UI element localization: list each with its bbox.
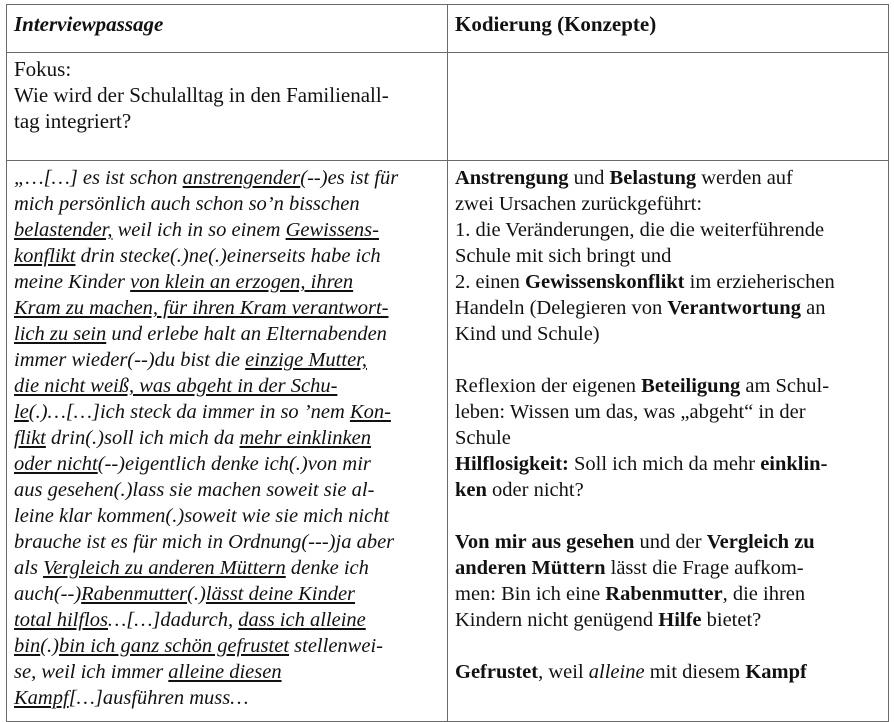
blank-line: [455, 503, 881, 529]
coding-concepts-cell: [448, 161, 889, 722]
text-segment: Kram zu machen, für ihren Kram verantwort-: [14, 297, 389, 319]
coding-line: [455, 165, 881, 191]
text-segment: drin(.)soll ich mich da: [45, 427, 240, 449]
passage-line: [14, 321, 440, 347]
text-segment: Vergleich zu: [706, 531, 815, 553]
passage-line: [14, 347, 440, 373]
text-segment: Gewissens-: [285, 219, 379, 241]
coding-table: [6, 4, 889, 722]
coding-line: [455, 217, 881, 243]
text-segment: …[…]dadurch,: [107, 609, 239, 631]
coding-line: [455, 243, 881, 269]
text-segment: als: [14, 557, 44, 579]
text-segment: Vergleich zu anderen Müttern: [43, 557, 286, 579]
text-segment: Gewissenskonflikt: [525, 271, 685, 293]
blank-line: [455, 347, 881, 373]
text-segment: mich persönlich auch schon so’n bisschen: [14, 193, 360, 215]
text-segment: le: [14, 401, 29, 423]
text-segment: Handeln (Delegieren von: [455, 297, 668, 319]
text-segment: Gefrustet: [455, 661, 539, 683]
text-segment: „…[…] es ist schon: [14, 167, 183, 189]
focus-coding-cell: [448, 53, 889, 161]
text-segment: im erzieherischen: [684, 271, 835, 293]
text-segment: leine klar kommen(.)soweit wie sie mich nicht: [14, 505, 390, 527]
passage-line: [14, 555, 440, 581]
passage-line: [14, 607, 440, 633]
text-segment: Kon-: [349, 401, 391, 423]
text-segment: (--)es ist für: [300, 167, 399, 189]
text-segment: die nicht weiß, was abgeht in der Schu-: [14, 375, 338, 397]
coding-line: [455, 425, 881, 451]
text-segment: anderen Müttern: [455, 557, 606, 579]
text-segment: se, weil ich immer: [14, 661, 169, 683]
text-segment: , die ihren: [722, 583, 806, 605]
passage-line: [14, 503, 440, 529]
coding-line: [455, 477, 881, 503]
text-segment: mit diesem: [644, 661, 746, 683]
text-segment: (.)…[…]ich steck da immer in so ’nem: [28, 401, 350, 423]
text-segment: lich zu sein: [14, 323, 107, 345]
focus-cell: [7, 53, 448, 161]
coding-line: [455, 607, 881, 633]
header-row: [7, 5, 889, 53]
focus-label: Fokus:: [14, 57, 72, 81]
passage-line: [14, 425, 440, 451]
text-segment: ken: [455, 479, 487, 501]
passage-line: [14, 659, 440, 685]
text-segment: stellenwei-: [289, 635, 383, 657]
text-segment: werden auf: [696, 167, 793, 189]
text-segment: 1. die Veränderungen, die die weiterführende: [455, 219, 825, 241]
passage-line: [14, 165, 440, 191]
text-segment: leben: Wissen um das, was „abgeht“ in der: [455, 401, 806, 423]
coding-line: [455, 269, 881, 295]
coding-line: [455, 373, 881, 399]
text-segment: einzige Mutter,: [245, 349, 367, 371]
text-segment: Kampf: [14, 687, 69, 709]
passage-line: [14, 581, 440, 607]
passage-line: [14, 451, 440, 477]
coding-line: [455, 581, 881, 607]
text-segment: brauche ist es für mich in Ordnung(---)ja aber: [14, 531, 395, 553]
text-segment: Schule mit sich bringt und: [455, 245, 672, 267]
text-segment: meine Kinder: [14, 271, 131, 293]
text-segment: oder nicht?: [486, 479, 584, 501]
text-segment: 2. einen: [455, 271, 526, 293]
coding-line: [455, 399, 881, 425]
header-interview-passage: Interviewpassage: [7, 5, 448, 53]
text-segment: weil ich in so einem: [112, 219, 286, 241]
coding-line: [455, 529, 881, 555]
passage-line: [14, 529, 440, 555]
text-segment: (--)eigentlich denke ich(.)von mir: [97, 453, 371, 475]
text-segment: an: [800, 297, 826, 319]
text-segment: alleine: [588, 661, 645, 683]
text-segment: Hilfe: [658, 609, 702, 631]
blank-line: [455, 633, 881, 659]
focus-question-line: Wie wird der Schulalltag in den Familienall-: [14, 83, 389, 107]
text-segment: und erlebe halt an Elternabenden: [106, 323, 387, 345]
focus-question-line: tag integriert?: [14, 109, 132, 133]
text-segment: flikt: [14, 427, 46, 449]
passage-line: [14, 685, 440, 711]
text-segment: lässt die Frage aufkom-: [605, 557, 804, 579]
interview-passage-cell: [7, 161, 448, 722]
text-segment: (.): [187, 583, 206, 605]
passage-line: [14, 633, 440, 659]
text-segment: Kind und Schule): [455, 323, 600, 345]
text-segment: mehr einklinken: [239, 427, 371, 449]
text-segment: Rabenmutter: [605, 583, 723, 605]
text-segment: alleine diesen: [168, 661, 282, 683]
focus-row: [7, 53, 889, 161]
text-segment: Schule: [455, 427, 511, 449]
text-segment: anstrengender: [182, 167, 301, 189]
text-segment: aus gesehen(.)lass sie machen soweit sie al-: [14, 479, 375, 501]
passage-line: [14, 217, 440, 243]
text-segment: oder nicht: [14, 453, 98, 475]
text-segment: Beteiligung: [641, 375, 741, 397]
passage-line: [14, 269, 440, 295]
passage-line: [14, 243, 440, 269]
text-segment: Kindern nicht genügend: [455, 609, 659, 631]
text-segment: […]ausführen muss…: [68, 687, 249, 709]
text-segment: Reflexion der eigenen: [455, 375, 642, 397]
text-segment: Anstrengung: [455, 167, 569, 189]
text-segment: immer wieder(--)du bist die: [14, 349, 246, 371]
passage-line: [14, 477, 440, 503]
text-segment: dass ich alleine: [238, 609, 366, 631]
coding-line: [455, 555, 881, 581]
text-segment: total hilflos: [14, 609, 108, 631]
coding-line: [455, 321, 881, 347]
text-segment: zwei Ursachen zurückgeführt:: [455, 193, 703, 215]
coding-line: [455, 451, 881, 477]
passage-line: [14, 191, 440, 217]
passage-line: [14, 295, 440, 321]
text-segment: auch(--): [14, 583, 82, 605]
text-segment: Belastung: [609, 167, 697, 189]
text-segment: men: Bin ich eine: [455, 583, 606, 605]
text-segment: einklin-: [760, 453, 828, 475]
text-segment: und der: [634, 531, 707, 553]
coding-line: [455, 295, 881, 321]
text-segment: am Schul-: [740, 375, 830, 397]
text-segment: (.): [40, 635, 59, 657]
text-segment: , weil: [538, 661, 589, 683]
text-segment: lässt deine Kinder: [205, 583, 356, 605]
text-segment: belastender,: [14, 219, 113, 241]
text-segment: Rabenmutter: [81, 583, 188, 605]
text-segment: bietet?: [701, 609, 762, 631]
text-segment: Von mir aus gesehen: [455, 531, 635, 553]
text-segment: konflikt: [14, 245, 76, 267]
coding-line: [455, 659, 881, 685]
text-segment: denke ich: [285, 557, 369, 579]
coding-line: [455, 191, 881, 217]
text-segment: von klein an erzogen, ihren: [130, 271, 354, 293]
text-segment: Kampf: [745, 661, 807, 683]
passage-line: [14, 399, 440, 425]
text-segment: Verantwortung: [667, 297, 801, 319]
text-segment: Hilflosigkeit:: [455, 453, 569, 475]
text-segment: bin ich ganz schön gefrustet: [58, 635, 290, 657]
content-row: [7, 161, 889, 722]
text-segment: und: [568, 167, 610, 189]
text-segment: bin: [14, 635, 41, 657]
passage-line: [14, 373, 440, 399]
header-coding-concepts: Kodierung (Konzepte): [448, 5, 889, 53]
text-segment: drin stecke(.)ne(.)einerseits habe ich: [75, 245, 381, 267]
text-segment: Soll ich mich da mehr: [568, 453, 761, 475]
